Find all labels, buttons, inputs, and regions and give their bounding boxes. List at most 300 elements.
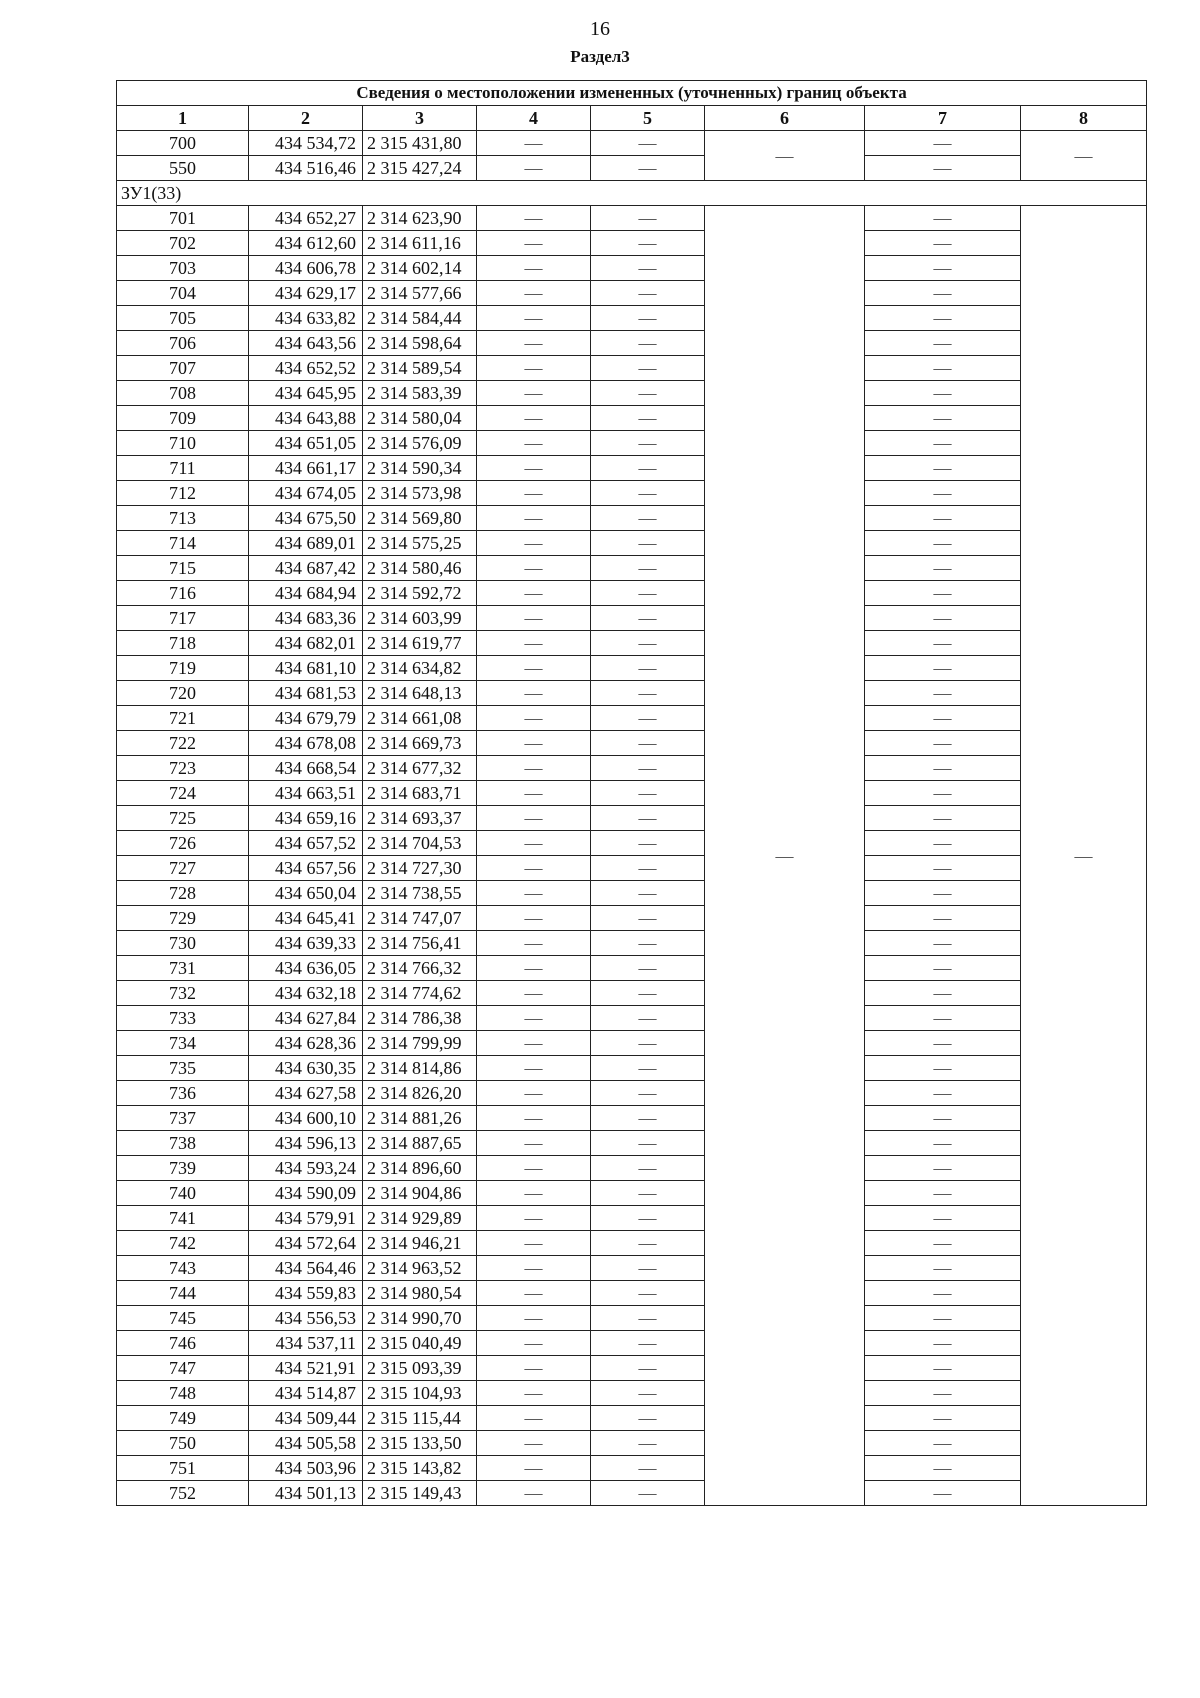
dash-cell: —: [477, 1231, 591, 1256]
dash-cell: —: [477, 381, 591, 406]
coordinate-y: 2 314 693,37: [363, 806, 477, 831]
table-row: [117, 681, 1147, 706]
point-number: 722: [117, 731, 249, 756]
point-number: 707: [117, 356, 249, 381]
dash-cell: —: [591, 1306, 705, 1331]
point-number: 749: [117, 1406, 249, 1431]
dash-cell: —: [477, 556, 591, 581]
coordinate-x: 434 652,27: [249, 206, 363, 231]
dash-cell: —: [591, 1206, 705, 1231]
table-row: [117, 981, 1147, 1006]
point-number: 746: [117, 1331, 249, 1356]
coordinate-y: 2 314 573,98: [363, 481, 477, 506]
table-row: [117, 656, 1147, 681]
group-label: ЗУ1(33): [117, 181, 1147, 206]
merged-dash-cell: —: [1021, 131, 1147, 181]
dash-cell: —: [477, 631, 591, 656]
dash-cell: —: [865, 531, 1021, 556]
point-number: 740: [117, 1181, 249, 1206]
table-row: [117, 1256, 1147, 1281]
dash-cell: —: [865, 381, 1021, 406]
table-row: [117, 506, 1147, 531]
table-row: [117, 356, 1147, 381]
dash-cell: —: [591, 1056, 705, 1081]
coordinate-y: 2 314 589,54: [363, 356, 477, 381]
coordinate-x: 434 643,56: [249, 331, 363, 356]
coordinate-y: 2 314 766,32: [363, 956, 477, 981]
point-number: 744: [117, 1281, 249, 1306]
dash-cell: —: [477, 1206, 591, 1231]
dash-cell: —: [865, 931, 1021, 956]
column-number: 8: [1021, 106, 1147, 131]
coordinate-y: 2 314 814,86: [363, 1056, 477, 1081]
point-number: 729: [117, 906, 249, 931]
point-number: 709: [117, 406, 249, 431]
dash-cell: —: [477, 781, 591, 806]
dash-cell: —: [591, 606, 705, 631]
dash-cell: —: [865, 1081, 1021, 1106]
group-label-row: [117, 181, 1147, 206]
coordinate-y: 2 315 427,24: [363, 156, 477, 181]
table-row: [117, 1031, 1147, 1056]
point-number: 732: [117, 981, 249, 1006]
coordinate-x: 434 593,24: [249, 1156, 363, 1181]
coordinate-y: 2 314 592,72: [363, 581, 477, 606]
coordinate-x: 434 612,60: [249, 231, 363, 256]
dash-cell: —: [865, 656, 1021, 681]
coordinate-x: 434 503,96: [249, 1456, 363, 1481]
dash-cell: —: [477, 1481, 591, 1506]
point-number: 721: [117, 706, 249, 731]
dash-cell: —: [591, 1106, 705, 1131]
dash-cell: —: [865, 456, 1021, 481]
dash-cell: —: [477, 681, 591, 706]
dash-cell: —: [477, 406, 591, 431]
table-row: [117, 1081, 1147, 1106]
coordinate-y: 2 314 580,04: [363, 406, 477, 431]
coordinate-x: 434 687,42: [249, 556, 363, 581]
coordinate-x: 434 521,91: [249, 1356, 363, 1381]
coordinate-y: 2 314 747,07: [363, 906, 477, 931]
dash-cell: —: [591, 1031, 705, 1056]
dash-cell: —: [477, 1031, 591, 1056]
dash-cell: —: [865, 1131, 1021, 1156]
table-row: [117, 706, 1147, 731]
coordinate-y: 2 314 602,14: [363, 256, 477, 281]
point-number: 750: [117, 1431, 249, 1456]
dash-cell: —: [477, 806, 591, 831]
coordinate-y: 2 314 598,64: [363, 331, 477, 356]
coordinate-y: 2 314 946,21: [363, 1231, 477, 1256]
dash-cell: —: [865, 1031, 1021, 1056]
dash-cell: —: [591, 1356, 705, 1381]
point-number: 717: [117, 606, 249, 631]
table-row: [117, 731, 1147, 756]
dash-cell: —: [865, 706, 1021, 731]
column-number: 7: [865, 106, 1021, 131]
point-number: 710: [117, 431, 249, 456]
dash-cell: —: [591, 531, 705, 556]
point-number: 719: [117, 656, 249, 681]
section-title: Раздел3: [570, 47, 630, 66]
point-number: 727: [117, 856, 249, 881]
coordinate-y: 2 314 963,52: [363, 1256, 477, 1281]
dash-cell: —: [591, 806, 705, 831]
dash-cell: —: [477, 706, 591, 731]
point-number: 752: [117, 1481, 249, 1506]
dash-cell: —: [477, 131, 591, 156]
dash-cell: —: [865, 306, 1021, 331]
table-row: [117, 331, 1147, 356]
table-row: [117, 831, 1147, 856]
coordinate-x: 434 663,51: [249, 781, 363, 806]
point-number: 711: [117, 456, 249, 481]
dash-cell: —: [591, 756, 705, 781]
table-row: [117, 1306, 1147, 1331]
dash-cell: —: [591, 1481, 705, 1506]
point-number: 725: [117, 806, 249, 831]
dash-cell: —: [865, 481, 1021, 506]
dash-cell: —: [591, 906, 705, 931]
dash-cell: —: [477, 1131, 591, 1156]
coordinate-y: 2 314 887,65: [363, 1131, 477, 1156]
dash-cell: —: [591, 656, 705, 681]
dash-cell: —: [477, 356, 591, 381]
dash-cell: —: [591, 931, 705, 956]
coordinate-y: 2 314 577,66: [363, 281, 477, 306]
coordinate-x: 434 514,87: [249, 1381, 363, 1406]
coordinate-y: 2 314 580,46: [363, 556, 477, 581]
coordinate-y: 2 314 799,99: [363, 1031, 477, 1056]
coordinate-y: 2 315 143,82: [363, 1456, 477, 1481]
dash-cell: —: [865, 1331, 1021, 1356]
dash-cell: —: [591, 431, 705, 456]
table-row: [117, 231, 1147, 256]
point-number: 715: [117, 556, 249, 581]
coordinate-x: 434 596,13: [249, 1131, 363, 1156]
dash-cell: —: [477, 1381, 591, 1406]
dash-cell: —: [865, 1006, 1021, 1031]
point-number: 705: [117, 306, 249, 331]
point-number: 716: [117, 581, 249, 606]
table-row: [117, 456, 1147, 481]
coordinate-x: 434 627,58: [249, 1081, 363, 1106]
dash-cell: —: [591, 131, 705, 156]
dash-cell: —: [591, 1181, 705, 1206]
dash-cell: —: [865, 131, 1021, 156]
dash-cell: —: [591, 381, 705, 406]
table-row: [117, 1406, 1147, 1431]
point-number: 747: [117, 1356, 249, 1381]
point-number: 739: [117, 1156, 249, 1181]
coordinate-y: 2 314 826,20: [363, 1081, 477, 1106]
dash-cell: —: [865, 431, 1021, 456]
dash-cell: —: [865, 1256, 1021, 1281]
dash-cell: —: [591, 1256, 705, 1281]
dash-cell: —: [477, 281, 591, 306]
dash-cell: —: [477, 1431, 591, 1456]
dash-cell: —: [591, 981, 705, 1006]
dash-cell: —: [865, 1106, 1021, 1131]
table-row: [117, 1056, 1147, 1081]
point-number: 712: [117, 481, 249, 506]
point-number: 718: [117, 631, 249, 656]
dash-cell: —: [477, 156, 591, 181]
table-row: [117, 806, 1147, 831]
coordinate-x: 434 682,01: [249, 631, 363, 656]
dash-cell: —: [865, 1231, 1021, 1256]
point-number: 736: [117, 1081, 249, 1106]
coordinate-y: 2 314 786,38: [363, 1006, 477, 1031]
coordinate-x: 434 651,05: [249, 431, 363, 456]
dash-cell: —: [477, 656, 591, 681]
coordinate-y: 2 314 584,44: [363, 306, 477, 331]
column-number: 3: [363, 106, 477, 131]
coordinate-x: 434 675,50: [249, 506, 363, 531]
dash-cell: —: [477, 606, 591, 631]
dash-cell: —: [865, 1281, 1021, 1306]
coordinate-y: 2 314 575,25: [363, 531, 477, 556]
coordinate-y: 2 314 583,39: [363, 381, 477, 406]
table-row: [117, 156, 1147, 181]
dash-cell: —: [591, 581, 705, 606]
point-number: 748: [117, 1381, 249, 1406]
table-row: [117, 631, 1147, 656]
point-number: 700: [117, 131, 249, 156]
table-row: [117, 556, 1147, 581]
coordinate-x: 434 509,44: [249, 1406, 363, 1431]
table-row: [117, 1231, 1147, 1256]
point-number: 706: [117, 331, 249, 356]
point-number: 724: [117, 781, 249, 806]
dash-cell: —: [865, 1206, 1021, 1231]
coordinate-y: 2 315 093,39: [363, 1356, 477, 1381]
point-number: 704: [117, 281, 249, 306]
dash-cell: —: [591, 1131, 705, 1156]
coordinate-x: 434 590,09: [249, 1181, 363, 1206]
coordinate-x: 434 657,56: [249, 856, 363, 881]
table-row: [117, 206, 1147, 231]
coordinate-y: 2 314 569,80: [363, 506, 477, 531]
dash-cell: —: [477, 881, 591, 906]
dash-cell: —: [591, 331, 705, 356]
dash-cell: —: [865, 631, 1021, 656]
table-row: [117, 606, 1147, 631]
coordinate-y: 2 315 133,50: [363, 1431, 477, 1456]
table-row: [117, 306, 1147, 331]
coordinate-y: 2 315 149,43: [363, 1481, 477, 1506]
table-row: [117, 931, 1147, 956]
dash-cell: —: [865, 281, 1021, 306]
table-row: [117, 481, 1147, 506]
column-number: 1: [117, 106, 249, 131]
coordinate-y: 2 315 040,49: [363, 1331, 477, 1356]
dash-cell: —: [591, 1006, 705, 1031]
dash-cell: —: [865, 1156, 1021, 1181]
point-number: 751: [117, 1456, 249, 1481]
coordinate-x: 434 657,52: [249, 831, 363, 856]
point-number: 702: [117, 231, 249, 256]
point-number: 731: [117, 956, 249, 981]
dash-cell: —: [865, 781, 1021, 806]
dash-cell: —: [591, 456, 705, 481]
coordinate-x: 434 600,10: [249, 1106, 363, 1131]
dash-cell: —: [477, 206, 591, 231]
coordinate-x: 434 516,46: [249, 156, 363, 181]
coordinate-y: 2 314 669,73: [363, 731, 477, 756]
dash-cell: —: [591, 1081, 705, 1106]
coordinate-x: 434 684,94: [249, 581, 363, 606]
table-row: [117, 1006, 1147, 1031]
coordinate-y: 2 314 648,13: [363, 681, 477, 706]
coordinate-y: 2 314 683,71: [363, 781, 477, 806]
point-number: 738: [117, 1131, 249, 1156]
coordinate-x: 434 683,36: [249, 606, 363, 631]
table-row: [117, 781, 1147, 806]
coordinate-x: 434 632,18: [249, 981, 363, 1006]
dash-cell: —: [865, 856, 1021, 881]
point-number: 701: [117, 206, 249, 231]
coordinate-x: 434 534,72: [249, 131, 363, 156]
coordinate-y: 2 314 929,89: [363, 1206, 477, 1231]
coordinate-y: 2 314 619,77: [363, 631, 477, 656]
column-number: 6: [705, 106, 865, 131]
table-row: [117, 256, 1147, 281]
dash-cell: —: [477, 256, 591, 281]
coordinate-y: 2 315 104,93: [363, 1381, 477, 1406]
table-row: [117, 1206, 1147, 1231]
coordinate-y: 2 315 115,44: [363, 1406, 477, 1431]
dash-cell: —: [865, 556, 1021, 581]
dash-cell: —: [591, 356, 705, 381]
dash-cell: —: [477, 1056, 591, 1081]
coordinate-x: 434 579,91: [249, 1206, 363, 1231]
coordinate-x: 434 681,10: [249, 656, 363, 681]
point-number: 743: [117, 1256, 249, 1281]
dash-cell: —: [477, 1081, 591, 1106]
dash-cell: —: [591, 631, 705, 656]
dash-cell: —: [865, 1406, 1021, 1431]
dash-cell: —: [477, 481, 591, 506]
dash-cell: —: [865, 731, 1021, 756]
merged-dash-cell: —: [1021, 206, 1147, 1506]
table-row: [117, 956, 1147, 981]
coordinate-x: 434 572,64: [249, 1231, 363, 1256]
dash-cell: —: [591, 1381, 705, 1406]
coordinate-y: 2 314 603,99: [363, 606, 477, 631]
dash-cell: —: [865, 1181, 1021, 1206]
coordinate-y: 2 314 774,62: [363, 981, 477, 1006]
coordinate-y: 2 314 738,55: [363, 881, 477, 906]
dash-cell: —: [477, 1281, 591, 1306]
dash-cell: —: [477, 1356, 591, 1381]
point-number: 708: [117, 381, 249, 406]
coordinate-x: 434 537,11: [249, 1331, 363, 1356]
dash-cell: —: [865, 981, 1021, 1006]
point-number: 550: [117, 156, 249, 181]
dash-cell: —: [477, 1406, 591, 1431]
table-body: [117, 81, 1147, 1506]
table-row: [117, 381, 1147, 406]
dash-cell: —: [865, 1456, 1021, 1481]
point-number: 713: [117, 506, 249, 531]
dash-cell: —: [865, 806, 1021, 831]
column-numbers-row: [117, 106, 1147, 131]
coordinate-y: 2 314 990,70: [363, 1306, 477, 1331]
dash-cell: —: [591, 831, 705, 856]
point-number: 745: [117, 1306, 249, 1331]
dash-cell: —: [591, 156, 705, 181]
dash-cell: —: [591, 1406, 705, 1431]
coordinate-x: 434 678,08: [249, 731, 363, 756]
point-number: 734: [117, 1031, 249, 1056]
point-number: 741: [117, 1206, 249, 1231]
dash-cell: —: [591, 306, 705, 331]
dash-cell: —: [591, 206, 705, 231]
coordinate-x: 434 564,46: [249, 1256, 363, 1281]
point-number: 742: [117, 1231, 249, 1256]
column-number: 5: [591, 106, 705, 131]
table-row: [117, 1156, 1147, 1181]
dash-cell: —: [865, 1381, 1021, 1406]
coordinate-y: 2 314 756,41: [363, 931, 477, 956]
dash-cell: —: [865, 406, 1021, 431]
coordinate-x: 434 629,17: [249, 281, 363, 306]
dash-cell: —: [477, 731, 591, 756]
table-row: [117, 531, 1147, 556]
coordinate-y: 2 314 634,82: [363, 656, 477, 681]
table-row: [117, 856, 1147, 881]
dash-cell: —: [865, 681, 1021, 706]
table-row: [117, 1281, 1147, 1306]
dash-cell: —: [477, 231, 591, 256]
table-row: [117, 406, 1147, 431]
dash-cell: —: [865, 606, 1021, 631]
coordinate-x: 434 659,16: [249, 806, 363, 831]
coordinate-x: 434 679,79: [249, 706, 363, 731]
coordinate-x: 434 674,05: [249, 481, 363, 506]
coordinate-x: 434 630,35: [249, 1056, 363, 1081]
point-number: 730: [117, 931, 249, 956]
coordinate-x: 434 668,54: [249, 756, 363, 781]
table-row: [117, 431, 1147, 456]
dash-cell: —: [477, 1181, 591, 1206]
dash-cell: —: [477, 931, 591, 956]
merged-dash-cell: —: [705, 131, 865, 181]
coordinate-x: 434 606,78: [249, 256, 363, 281]
dash-cell: —: [865, 1356, 1021, 1381]
coordinate-x: 434 661,17: [249, 456, 363, 481]
coordinate-y: 2 314 727,30: [363, 856, 477, 881]
dash-cell: —: [865, 206, 1021, 231]
dash-cell: —: [865, 256, 1021, 281]
dash-cell: —: [477, 531, 591, 556]
dash-cell: —: [865, 756, 1021, 781]
dash-cell: —: [591, 681, 705, 706]
dash-cell: —: [591, 781, 705, 806]
point-number: 723: [117, 756, 249, 781]
table-heading: Сведения о местоположении измененных (уточненных) границ объекта: [117, 81, 1147, 106]
table-row: [117, 1481, 1147, 1506]
dash-cell: —: [477, 1156, 591, 1181]
dash-cell: —: [477, 1106, 591, 1131]
dash-cell: —: [865, 831, 1021, 856]
dash-cell: —: [477, 1306, 591, 1331]
dash-cell: —: [477, 331, 591, 356]
dash-cell: —: [477, 1256, 591, 1281]
dash-cell: —: [477, 956, 591, 981]
table-row: [117, 1181, 1147, 1206]
